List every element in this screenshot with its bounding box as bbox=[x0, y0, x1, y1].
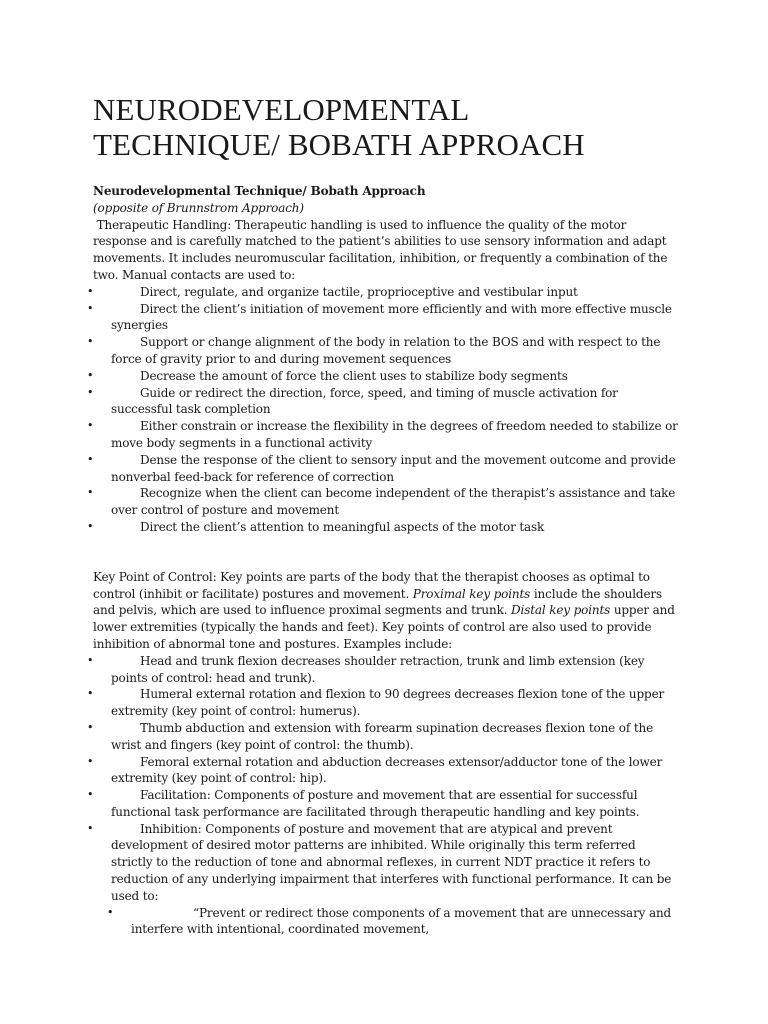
list-item: • Direct, regulate, and organize tactile, proprioceptive and vestibular input bbox=[93, 284, 679, 301]
key-point-list bbox=[93, 653, 679, 939]
proximal-key-points-term: Proximal key points bbox=[412, 586, 531, 601]
handling-list bbox=[93, 284, 679, 536]
nested-list bbox=[111, 905, 679, 939]
list-item: • Direct the client’s attention to meaningful aspects of the motor task bbox=[93, 519, 679, 536]
key-point-paragraph: Key Point of Control: Key points are parts of the body that the therapist chooses as optimal to control (inhibit or facilitate) postures and movement. Proximal key points include the shoulders and pelvis, which are used to influence proximal segments and trunk. Distal key points upper and lower extremities (typically the hands and feet). Key points of control are also used to provide inhibition of abnormal tone and postures. Examples include: bbox=[93, 569, 675, 651]
nested-list-item: • “Prevent or redirect those components of a movement that are unnecessary and interfere with intentional, coordinated movement, bbox=[93, 905, 679, 939]
list-item: • Inhibition: Components of posture and movement that are atypical and prevent development of desired motor patterns are inhibited. While originally this term referred strictly to the reduction of tone and abnormal reflexes, in current NDT practice it refers to reduction of any underlying impairment that interferes with functional performance. It can be used to: • “Prevent or redirect those components of a movement that are unnecessary and interfere with intentional, coordinated movement, bbox=[93, 821, 679, 939]
title-line-2: TECHNIQUE/ BOBATH APPROACH bbox=[93, 127, 585, 162]
subtitle-note: (opposite of Brunnstrom Approach) bbox=[93, 200, 304, 215]
list-item: • Guide or redirect the direction, force, speed, and timing of muscle activation for successful task completion bbox=[93, 385, 679, 419]
paragraph-spacer bbox=[93, 536, 679, 569]
list-item: • Recognize when the client can become independent of the therapist’s assistance and take over control of posture and movement bbox=[93, 485, 679, 519]
distal-key-points-term: Distal key points bbox=[511, 603, 611, 618]
list-item: • Either constrain or increase the flexibility in the degrees of freedom needed to stabilize or move body segments in a functional activity bbox=[93, 418, 679, 452]
list-item: • Femoral external rotation and abduction decreases extensor/adductor tone of the lower extremity (key point of control: hip). bbox=[93, 754, 679, 788]
title-line-1: NEURODEVELOPMENTAL bbox=[93, 92, 470, 127]
document-page bbox=[93, 92, 679, 938]
list-item: • Dense the response of the client to sensory input and the movement outcome and provide nonverbal feed-back for reference of correction bbox=[93, 452, 679, 486]
list-item: • Support or change alignment of the body in relation to the BOS and with respect to the force of gravity prior to and during movement sequences bbox=[93, 334, 679, 368]
section-subtitle: Neurodevelopmental Technique/ Bobath Approach bbox=[93, 184, 426, 198]
list-item: • Decrease the amount of force the client uses to stabilize body segments bbox=[93, 368, 679, 385]
list-item: • Head and trunk flexion decreases shoulder retraction, trunk and limb extension (key points of control: head and trunk). bbox=[93, 653, 679, 687]
list-item: • Thumb abduction and extension with forearm supination decreases flexion tone of the wrist and fingers (key point of control: the thumb). bbox=[93, 720, 679, 754]
list-item: • Facilitation: Components of posture and movement that are essential for successful functional task performance are facilitated through therapeutic handling and key points. bbox=[93, 787, 679, 821]
list-item: • Humeral external rotation and flexion to 90 degrees decreases flexion tone of the upper extremity (key point of control: humerus). bbox=[93, 686, 679, 720]
therapeutic-handling-paragraph: Therapeutic Handling: Therapeutic handling is used to influence the quality of the motor response and is carefully matched to the patient’s abilities to use sensory information and adapt movements. It includes neuromuscular facilitation, inhibition, or frequently a combination of the two. Manual contacts are used to: bbox=[93, 217, 671, 282]
document-title bbox=[93, 92, 679, 162]
list-item: • Direct the client’s initiation of movement more efficiently and with more effective muscle synergies bbox=[93, 301, 679, 335]
